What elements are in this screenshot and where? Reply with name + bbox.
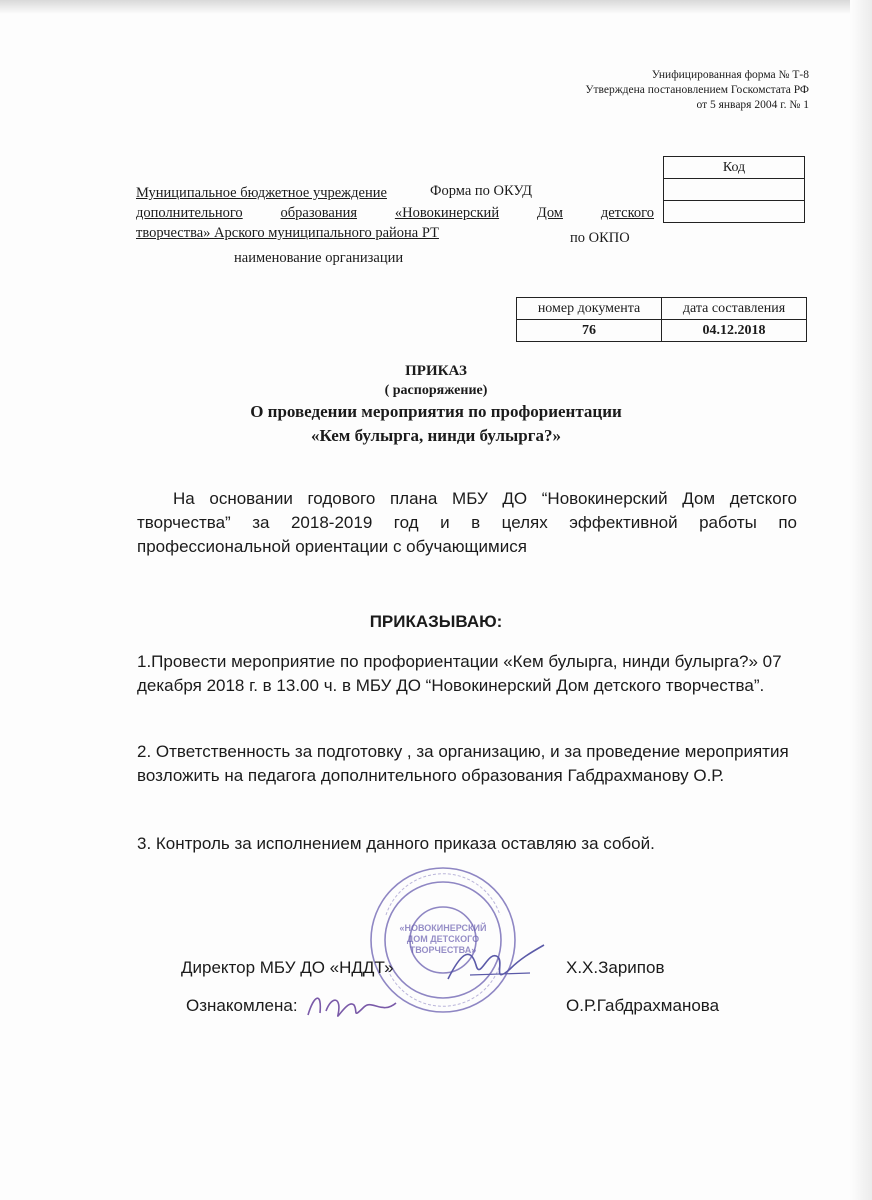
org-line2-word: Дом [536,205,563,221]
doc-date-value: 04.12.2018 [662,320,807,342]
org-line2-word: детского [600,205,654,221]
org-line3: творчества» Арского муниципального района РТ [136,225,439,241]
svg-text:ДОМ ДЕТСКОГО: ДОМ ДЕТСКОГО [406,934,480,944]
order-item: 2. Ответственность за подготовку , за организацию, и за проведение мероприятия возложить на педагога дополнительного образования Габдрахманову О.Р. [137,742,789,785]
form-header-line3: от 5 января 2004 г. № 1 [696,99,809,111]
preamble [137,487,797,559]
doc-number-header: номер документа [517,298,662,320]
scan-shadow-top [0,0,872,14]
org-line2 [136,203,654,223]
title-event-name: «Кем булырга, нинди булырга?» [311,426,561,445]
title-rasporyazhenie: ( распоряжение) [384,383,488,398]
organization-caption: наименование организации [234,250,404,266]
scan-shadow-right [850,0,872,1200]
acknowledged-name: О.Р.Габдрахманова [566,996,720,1015]
doc-number-value: 76 [517,320,662,342]
org-line2-word: дополнительного [136,205,243,221]
order-item: 1.Провести мероприятие по профориентации «Кем булырга, нинди булырга?» 07 декабря 2018 г. в 13.00 ч. в МБУ ДО “Новокинерский Дом детского творчества”. [137,652,782,695]
okud-code-cell [664,179,805,201]
title-prikaz: ПРИКАЗ [405,363,467,379]
document-number-table [516,297,807,342]
form-header-line2: Утверждена постановлением Госкомстата РФ [585,84,809,96]
document-title [0,362,872,448]
order-item: 3. Контроль за исполнением данного приказа оставляю за собой. [137,834,655,853]
okud-label: Форма по ОКУД [430,183,533,199]
form-header-line1: Унифицированная форма № Т-8 [651,69,809,81]
acknowledgement-signature-icon [302,985,402,1025]
order-heading: ПРИКАЗЫВАЮ: [369,612,503,631]
title-subject: О проведении мероприятия по профориентации [250,402,622,421]
svg-text:ТВОРЧЕСТВА»: ТВОРЧЕСТВА» [409,945,477,955]
director-signature-icon [440,935,550,995]
form-header [585,68,809,113]
org-line2-word: образования [280,205,358,221]
director-name: Х.Х.Зарипов [566,958,665,977]
director-label: Директор МБУ ДО «НДДТ» [181,958,394,977]
acknowledged-label: Ознакомлена: [186,996,298,1015]
okpo-code-cell [664,201,805,223]
code-table [663,156,805,223]
svg-text:«НОВОКИНЕРСКИЙ: «НОВОКИНЕРСКИЙ [399,923,487,933]
doc-date-header: дата составления [662,298,807,320]
code-header: Код [664,157,805,179]
org-line2-word: «Новокинерский [394,205,500,221]
preamble-text: На основании годового плана МБУ ДО “Новокинерский Дом детского творчества” за 2018-2019 год и в целях эффективной работы по профессиональной ориентации с обучающимися [137,489,797,556]
org-line1: Муниципальное бюджетное учреждение [136,185,387,201]
okpo-label: по ОКПО [570,230,630,246]
